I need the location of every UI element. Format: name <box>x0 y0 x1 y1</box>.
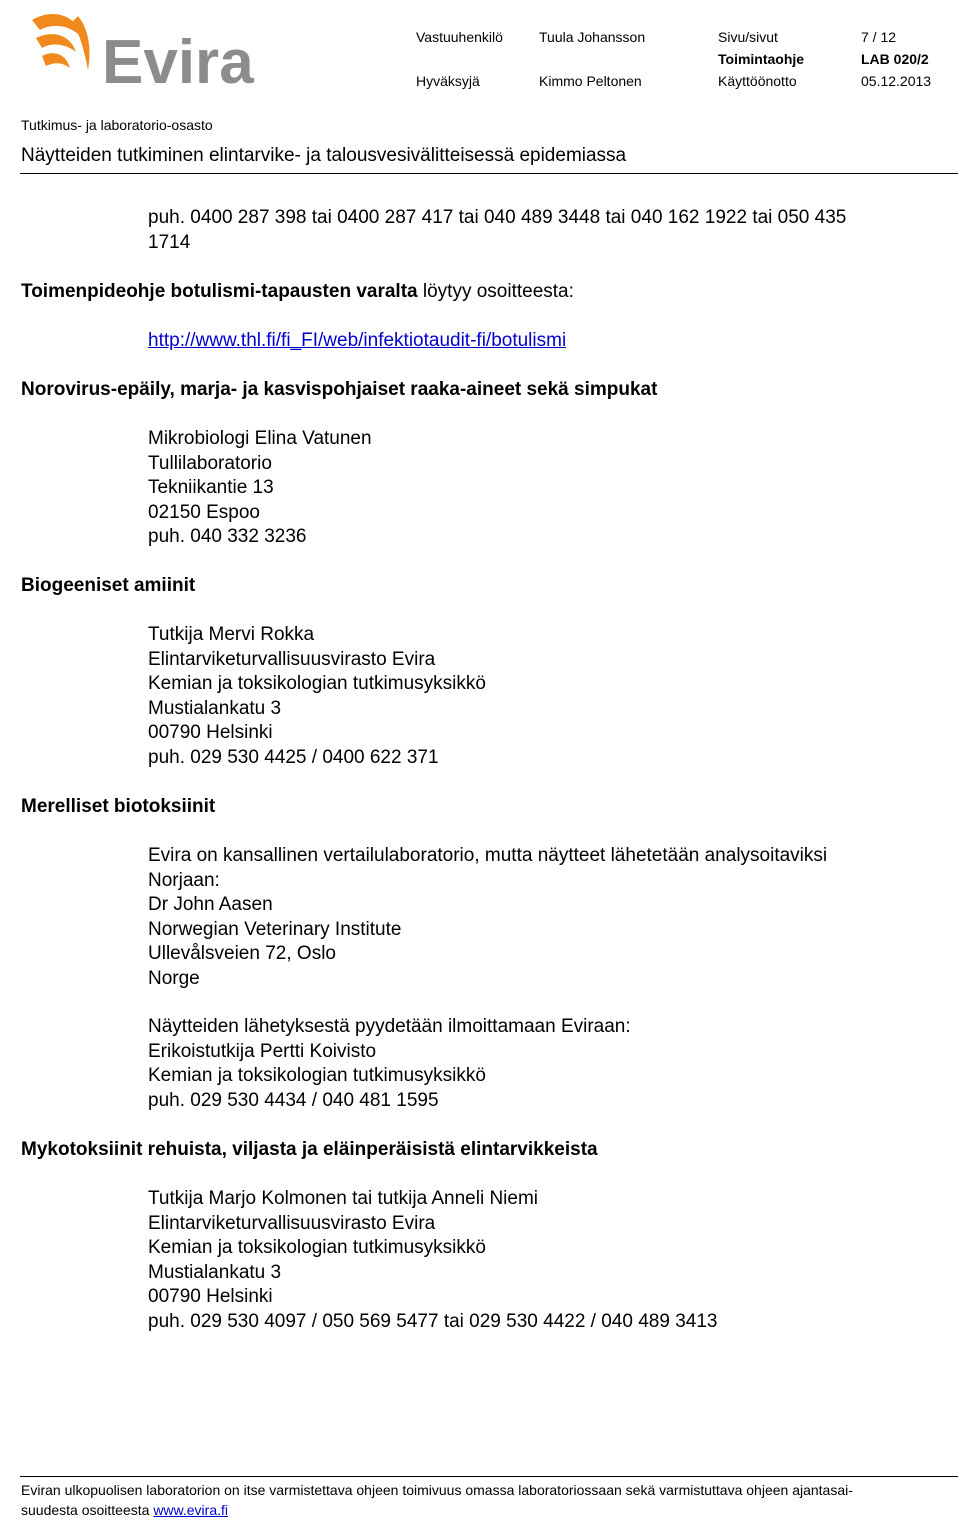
contact-line: 00790 Helsinki <box>148 722 273 744</box>
contact-line: Evira on kansallinen vertailulaboratorio, mutta näytteet lähetetään analysoitaviksi <box>148 845 828 866</box>
norovirus-heading: Norovirus-epäily, marja- ja kasvispohjaiset raaka-aineet sekä simpukat <box>21 379 658 400</box>
contact-line: Norwegian Veterinary Institute <box>148 918 402 940</box>
pages-value: 7 / 12 <box>861 29 897 45</box>
marine-heading: Merelliset biotoksiinit <box>21 796 216 817</box>
contact-line: Kemian ja toksikologian tutkimusyksikkö <box>148 1065 486 1087</box>
document-title: Näytteiden tutkiminen elintarvike- ja talousvesivälitteisessä epidemiassa <box>21 145 627 166</box>
marine-contact <box>148 844 827 992</box>
pages-label: Sivu/sivut <box>718 29 778 45</box>
contact-line: Mustialankatu 3 <box>148 697 282 719</box>
contact-line: 02150 Espoo <box>148 501 260 523</box>
footer-line-1: Eviran ulkopuolisen laboratorion on itse varmistettava ohjeen toimivuus omassa laboratoriossaan sekä varmistuttava ohjeen ajantasai- <box>21 1482 853 1498</box>
evira-logo <box>22 8 272 90</box>
footer-divider <box>20 1476 958 1477</box>
footer-line-2 <box>21 1500 853 1520</box>
contact-line: Tutkija Mervi Rokka <box>148 624 315 645</box>
contact-line: Elintarviketurvallisuusvirasto Evira <box>148 1212 436 1234</box>
contact-line: Mustialankatu 3 <box>148 1261 282 1283</box>
botulism-link[interactable]: http://www.thl.fi/fi_FI/web/infektiotaudit-fi/botulismi <box>148 330 567 351</box>
footer-note <box>21 1480 853 1520</box>
approver-label: Hyväksyjä <box>416 73 480 89</box>
contact-line: 00790 Helsinki <box>148 1286 273 1308</box>
contact-line: puh. 029 530 4434 / 040 481 1595 <box>148 1089 439 1111</box>
footer-link[interactable]: www.evira.fi <box>153 1502 228 1518</box>
contact-line: puh. 029 530 4425 / 0400 622 371 <box>148 746 439 768</box>
effective-label: Käyttöönotto <box>718 73 797 89</box>
botulism-heading-rest: löytyy osoitteesta: <box>417 281 574 302</box>
footer-line-2-text: suudesta osoitteesta <box>21 1502 154 1518</box>
amines-heading: Biogeeniset amiinit <box>21 575 196 596</box>
contact-line: puh. 040 332 3236 <box>148 526 307 548</box>
responsible-value: Tuula Johansson <box>539 29 646 45</box>
contact-line: Dr John Aasen <box>148 894 273 916</box>
contact-line: Tutkija Marjo Kolmonen tai tutkija Anneli Niemi <box>148 1188 539 1209</box>
mycotoxin-heading: Mykotoksiinit rehuista, viljasta ja eläinperäisistä elintarvikkeista <box>21 1139 598 1160</box>
doc-type-label: Toimintaohje <box>718 51 805 67</box>
botulism-heading <box>21 280 574 305</box>
header-divider <box>20 173 958 174</box>
doc-id-value: LAB 020/2 <box>861 51 929 67</box>
amines-contact <box>148 623 486 771</box>
department-name: Tutkimus- ja laboratorio-osasto <box>21 117 213 133</box>
contact-line: Kemian ja toksikologian tutkimusyksikkö <box>148 1237 486 1259</box>
responsible-label: Vastuuhenkilö <box>416 29 503 45</box>
phone-line-2: 1714 <box>148 232 191 253</box>
botulism-heading-bold: Toimenpideohje botulismi-tapausten varalta <box>21 281 418 302</box>
logo-text: Evira <box>102 28 254 90</box>
contact-line: puh. 029 530 4097 / 050 569 5477 tai 029 530 4422 / 040 489 3413 <box>148 1310 718 1332</box>
contact-line: Kemian ja toksikologian tutkimusyksikkö <box>148 673 486 695</box>
effective-value: 05.12.2013 <box>861 73 932 89</box>
contact-line: Norjaan: <box>148 869 220 891</box>
contact-line: Mikrobiologi Elina Vatunen <box>148 428 372 449</box>
phone-line-1: puh. 0400 287 398 tai 0400 287 417 tai 040 489 3448 tai 040 162 1922 tai 050 435 <box>148 207 847 228</box>
contact-line: Tekniikantie 13 <box>148 477 274 499</box>
contact-line: Elintarviketurvallisuusvirasto Evira <box>148 648 436 670</box>
mycotoxin-contact <box>148 1187 717 1335</box>
approver-value: Kimmo Peltonen <box>539 73 642 89</box>
marine-notice <box>148 1015 631 1113</box>
contact-line: Tullilaboratorio <box>148 452 272 474</box>
contact-line: Norge <box>148 967 200 989</box>
contact-line: Erikoistutkija Pertti Koivisto <box>148 1040 377 1062</box>
contact-line: Ullevålsveien 72, Oslo <box>148 943 336 965</box>
norovirus-contact <box>148 427 372 550</box>
contact-line: Näytteiden lähetyksestä pyydetään ilmoittamaan Eviraan: <box>148 1016 631 1037</box>
